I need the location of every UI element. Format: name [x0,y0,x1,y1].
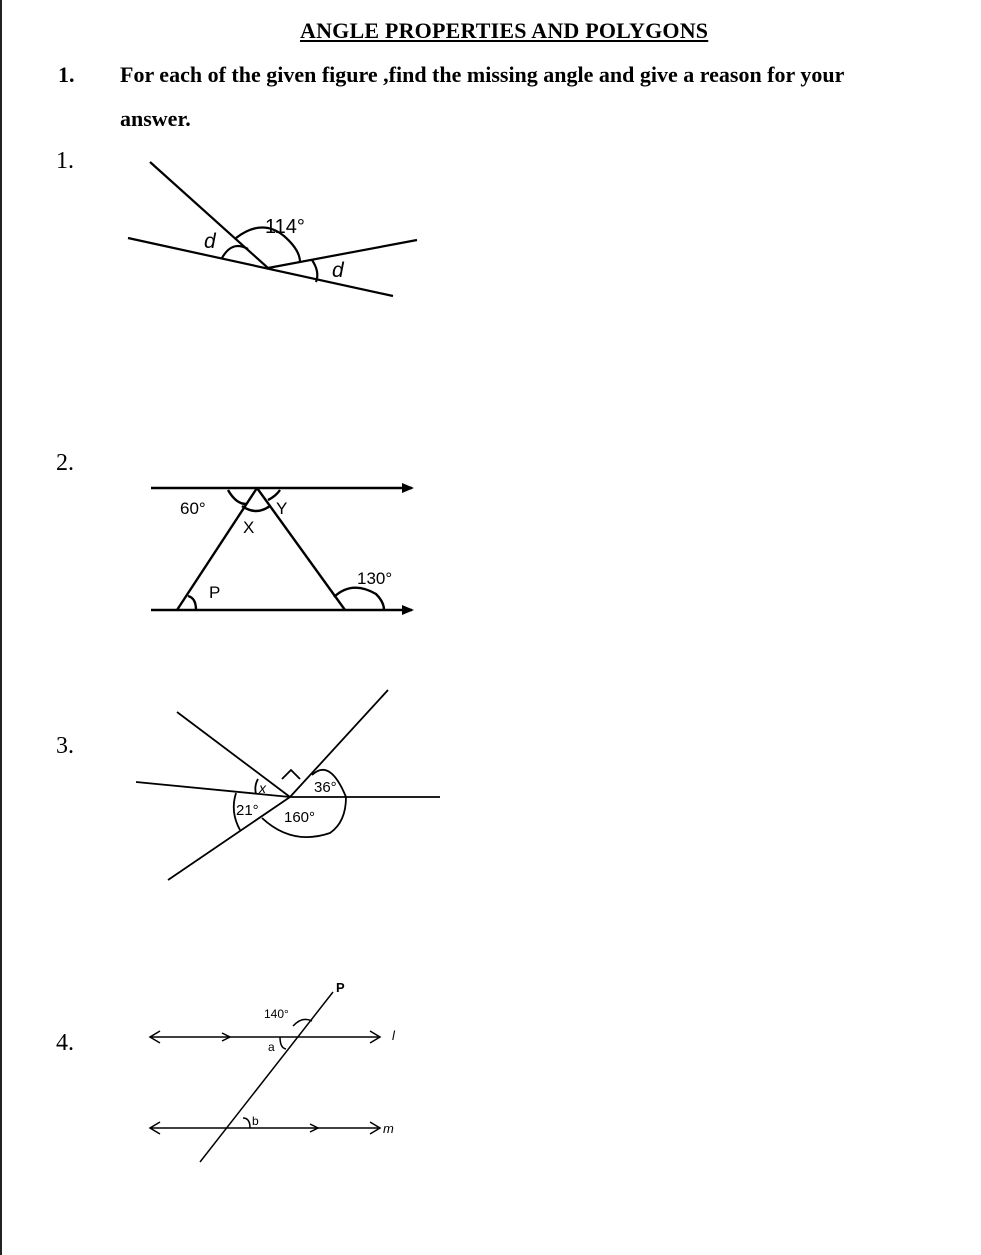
item-number-3: 3. [56,733,74,759]
page-title: ANGLE PROPERTIES AND POLYGONS [300,18,709,43]
fig4-arc-b [243,1118,250,1128]
fig3-label-160: 160° [284,809,316,826]
fig2-label-p: P [209,583,221,602]
fig4-label-b: b [252,1114,259,1128]
fig4-label-l: l [392,1028,395,1043]
fig3-line-lower-left [168,797,290,880]
fig2-arc-p [188,596,196,610]
fig3-label-x: x [259,780,266,796]
fig3-line-upper-left [177,712,290,797]
fig3-arc-x [255,779,258,794]
fig1-label-d-left: d [204,230,216,253]
fig1-label-d-right: d [332,259,344,282]
fig2-arc-x [242,506,270,511]
fig4-label-m: m [383,1121,394,1136]
fig4-label-a: a [268,1040,275,1054]
fig3-line-left [136,782,290,797]
item-number-4: 4. [56,1030,74,1056]
fig2-label-x: X [243,518,255,537]
question-number: 1. [58,62,75,87]
item-number-1: 1. [56,148,74,174]
fig4-label-p: P [336,980,345,995]
fig1-arc-left [222,246,248,258]
fig2-label-y: Y [276,499,288,518]
figure-3 [136,690,440,880]
fig2-label-130: 130° [357,569,393,588]
fig3-label-36: 36° [314,779,337,796]
fig2-label-60: 60° [180,499,206,518]
fig1-line-a [128,238,393,296]
fig4-arc-a [280,1037,286,1049]
fig3-label-21: 21° [236,802,259,819]
fig3-line-upper-right [290,690,388,797]
fig2-arc-60 [228,490,246,504]
fig3-right-angle-mark [282,770,300,779]
fig4-label-140: 140° [264,1007,289,1021]
fig1-label-114: 114° [265,216,305,238]
question-text-continued: answer. [120,106,191,131]
question-text: For each of the given figure ,find the missing angle and give a reason for your [120,62,845,87]
item-number-2: 2. [56,450,74,476]
